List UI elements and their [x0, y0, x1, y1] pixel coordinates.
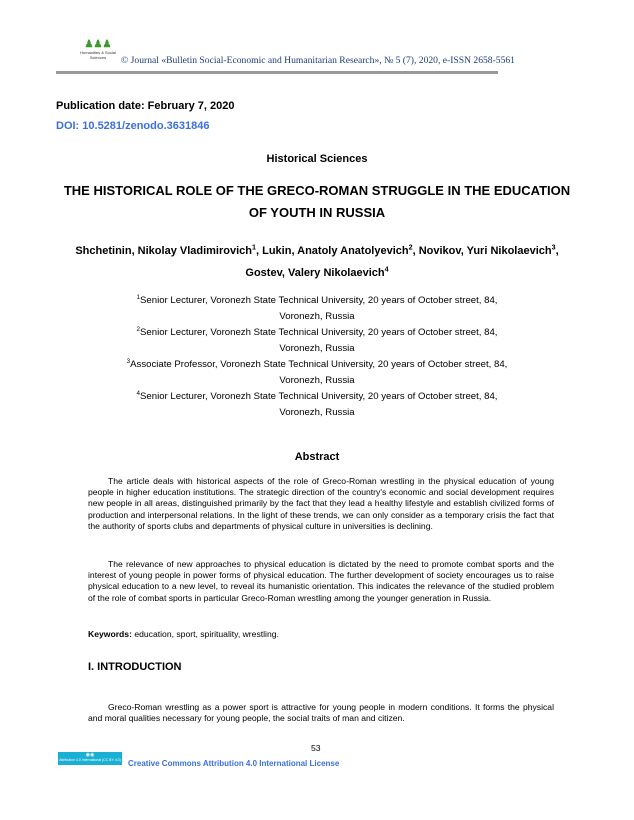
keywords — [88, 629, 279, 639]
abstract-paragraph: The article deals with historical aspects of the role of Greco-Roman wrestling in the physical education of young people in higher education institutions. The strategic direction of the country's economic and social development requires new people in all areas, distinguished primarily by the fact that they lead a healthy lifestyle and establish civilized forms of production and interpersonal relations. In the light of these trends, we can only consider as a temporary crisis the fact that the authority of sports clubs and departments of physical culture in universities is declining. — [88, 476, 554, 531]
author: Shchetinin, Nikolay Vladimirovich$^1$, — [75, 243, 260, 257]
section-heading: Historical Sciences — [266, 153, 368, 165]
people-icon: ♟♟♟ — [84, 39, 112, 50]
header-rule — [56, 71, 498, 74]
publication-date: Publication date: February 7, 2020 — [56, 100, 235, 112]
author-list — [60, 240, 574, 284]
affiliation: $^2$Senior Lecturer, Voronezh State Technical University, 20 years of October street, 84, Voronezh, Russia — [136, 325, 498, 354]
keywords-label: Keywords: — [88, 629, 132, 639]
author: Lukin, Anatoly Anatolyevich$^2$, — [262, 243, 416, 257]
badge-text: Attribution 4.0 International (CC BY 4.0) — [59, 758, 121, 762]
affiliation: $^3$Associate Professor, Voronezh State Technical University, 20 years of October street, 84, Voronezh, Russia — [126, 357, 508, 386]
journal-logo — [76, 40, 120, 60]
license-link[interactable]: Creative Commons Attribution 4.0 International License — [128, 759, 340, 768]
cc-icon: ◉◉ — [85, 752, 95, 758]
author: Novikov, Yuri Nikolaevich$^3$, — [418, 243, 559, 257]
title-text: THE HISTORICAL ROLE OF THE GRECO-ROMAN STRUGGLE IN THE EDUCATION OF YOUTH IN RUSSIA — [63, 183, 571, 220]
logo-text: Humanities & Social Sciences — [80, 50, 116, 60]
article-title — [60, 180, 574, 224]
affiliations — [60, 293, 574, 421]
introduction-heading: I. INTRODUCTION — [88, 661, 182, 673]
abstract-paragraph: The relevance of new approaches to physical education is dictated by the need to promote combat sports and the interest of young people in power forms of physical education. The further development of society encourages us to raise physical education to a new level, to reveal its humanistic orientation. This indicates the relevance of the studied problem of the role of combat sports in particular Greco-Roman wrestling among the younger generation in Russia. — [88, 559, 554, 603]
affiliation: $^1$Senior Lecturer, Voronezh State Technical University, 20 years of October street, 84, Voronezh, Russia — [136, 293, 498, 322]
introduction-paragraph: Greco-Roman wrestling as a power sport is attractive for young people in modern conditions. It forms the physical and moral qualities necessary for young people, the social traits of man and citizen. — [88, 702, 554, 724]
page-number: 53 — [311, 743, 321, 753]
cc-license-badge[interactable] — [58, 752, 122, 765]
affiliation: $^4$Senior Lecturer, Voronezh State Technical University, 20 years of October street, 84, Voronezh, Russia — [136, 389, 498, 418]
journal-header: © Journal «Bulletin Social-Economic and Humanitarian Research», № 5 (7), 2020, e-ISSN 2658-5561 — [121, 55, 515, 66]
doi-link[interactable]: DOI: 10.5281/zenodo.3631846 — [56, 120, 210, 132]
keywords-text: education, sport, spirituality, wrestling. — [131, 629, 279, 639]
author: Gostev, Valery Nikolaevich$^4$ — [245, 265, 389, 279]
abstract-heading: Abstract — [294, 451, 340, 463]
